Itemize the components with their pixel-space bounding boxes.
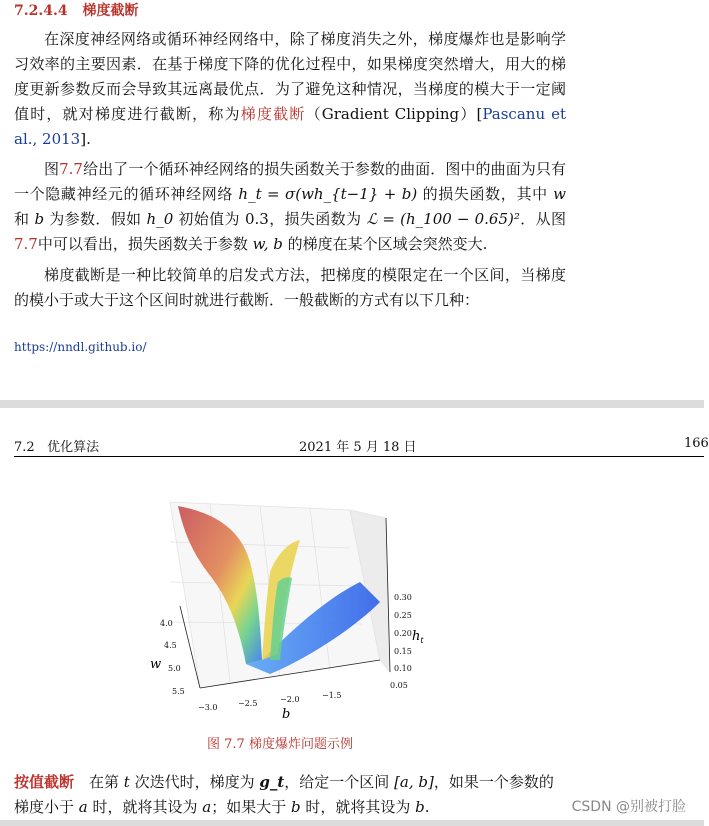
h-tick-label: 0.15 [394,647,412,656]
paragraph-clipping-intro [14,263,566,313]
paragraph-text: ，给定一个区间 [284,773,395,791]
h-axis-label [412,629,424,645]
figure-reference-link[interactable]: 7.7 [14,235,38,253]
section-number: 7.2.4.4 [14,3,68,19]
paragraph-text: 时，就将其设为 [87,798,203,816]
w-tick-label: 5.0 [168,664,181,673]
equation-rnn: h_t = σ(wh_{t−1} + b) [238,185,418,203]
chapter-title: 优化算法 [47,440,100,455]
paragraph-text: ；如果大于 [211,798,292,816]
figure-caption: 图 7.7 梯度爆炸问题示例 [207,737,353,752]
page-header [14,436,709,456]
paragraph-text: 的损失函数，其中 [417,185,554,203]
paragraph-text: 给出了一个循环神经网络的损失函数关于参数的曲面．图中的曲面为只有一个隐藏神经元的循环神经网络 [14,160,566,203]
paragraph-text: 在第 [74,773,124,791]
paragraph-text: ]. [80,130,91,148]
previous-page [0,0,704,400]
paragraph-text: （Gradient Clipping）[ [305,105,483,123]
paragraph-text: ，如果一个参数的梯度小于 [14,773,554,816]
math-gt: g_t [259,773,285,791]
term-clip-by-value: 按值截断 [14,773,75,791]
b-tick-label: −1.5 [322,691,342,700]
w-axis-label: w [150,657,162,672]
citation-link[interactable]: Pascanu et al., 2013 [14,105,566,148]
h-tick-label: 0.10 [394,664,412,673]
math-h0: h_0 [146,210,174,228]
paragraph-text: 和 [14,210,35,228]
paragraph-text: 图 [44,160,60,178]
paragraph-exploding-gradient [14,27,566,152]
h-tick-label: 0.05 [390,681,408,690]
paragraph-text: 时，就将其设为 [300,798,416,816]
h-tick-label: 0.25 [394,611,412,620]
header-rule [14,456,704,457]
w-tick-label: 5.5 [172,687,185,696]
section-title: 梯度截断 [82,3,139,19]
paragraph-text: 的梯度在某个区域会突然变大. [282,235,488,253]
b-tick-label: −3.0 [198,703,218,712]
section-heading [14,0,138,20]
paragraph-text: . [424,798,430,816]
math-t: t [123,773,130,791]
figure-3d-surface [150,482,430,722]
math-b: b [415,798,425,816]
figure-reference-link[interactable]: 7.7 [59,160,83,178]
surface-plot [150,482,430,722]
math-b: b [291,798,301,816]
paragraph-text: 初始值为 0.3，损失函数为 [173,210,367,228]
chapter-number: 7.2 [14,440,35,455]
b-tick-label: −2.5 [238,699,258,708]
h-tick-label: 0.30 [394,593,412,602]
book-url-link[interactable]: https://nndl.github.io/ [14,340,147,354]
equation-loss: ℒ = (h_100 − 0.65)² [366,210,520,228]
w-tick-label: 4.5 [164,641,177,650]
header-chapter [14,436,99,455]
page-bottom-separator [0,820,704,826]
page-number: 166 [684,436,709,451]
math-b: b [34,210,45,228]
b-tick-label: −2.0 [280,695,300,704]
h-tick-label: 0.20 [394,629,412,638]
math-a: a [202,798,212,816]
paragraph-text: 在深度神经网络或循环神经网络中，除了梯度消失之外，梯度爆炸也是影响学习效率的主要因素．在基于梯度下降的优化过程中，如果梯度突然增大，用大的梯度更新参数反而会导致其远离最优点．为了避免这种情况，当梯度的模大于一定阈值时，就对梯度进行截断，称为 [14,30,566,123]
paragraph-text: ．从图 [519,210,566,228]
math-wb: w, b [252,235,283,253]
page-separator [0,400,704,408]
w-axis-ticks [150,619,185,696]
paragraph-text: 中可以看出，损失函数关于参数 [37,235,253,253]
w-tick-label: 4.0 [160,619,173,628]
math-w: w [553,185,566,203]
h-axis-ticks [390,593,424,690]
paragraph-text: 次迭代时，梯度为 [129,773,260,791]
term-gradient-clipping[interactable]: 梯度截断 [240,105,306,123]
b-axis-ticks [198,691,341,722]
b-axis-label: b [282,707,291,722]
watermark: CSDN @别被打脸 [571,799,686,815]
h-axis-letter: h [412,629,421,644]
math-interval: [a, b] [394,773,434,791]
h-axis-subscript: t [420,636,424,645]
paragraph-clip-by-value [14,770,566,820]
paragraph-text: 为参数．假如 [44,210,147,228]
header-date: 2021 年 5 月 18 日 [299,440,417,455]
math-a: a [78,798,88,816]
paragraph-text: 梯度截断是一种比较简单的启发式方法，把梯度的模限定在一个区间，当梯度的模小于或大于这个区间时就进行截断．一般截断的方式有以下几种： [14,266,566,309]
paragraph-figure-description [14,157,566,257]
